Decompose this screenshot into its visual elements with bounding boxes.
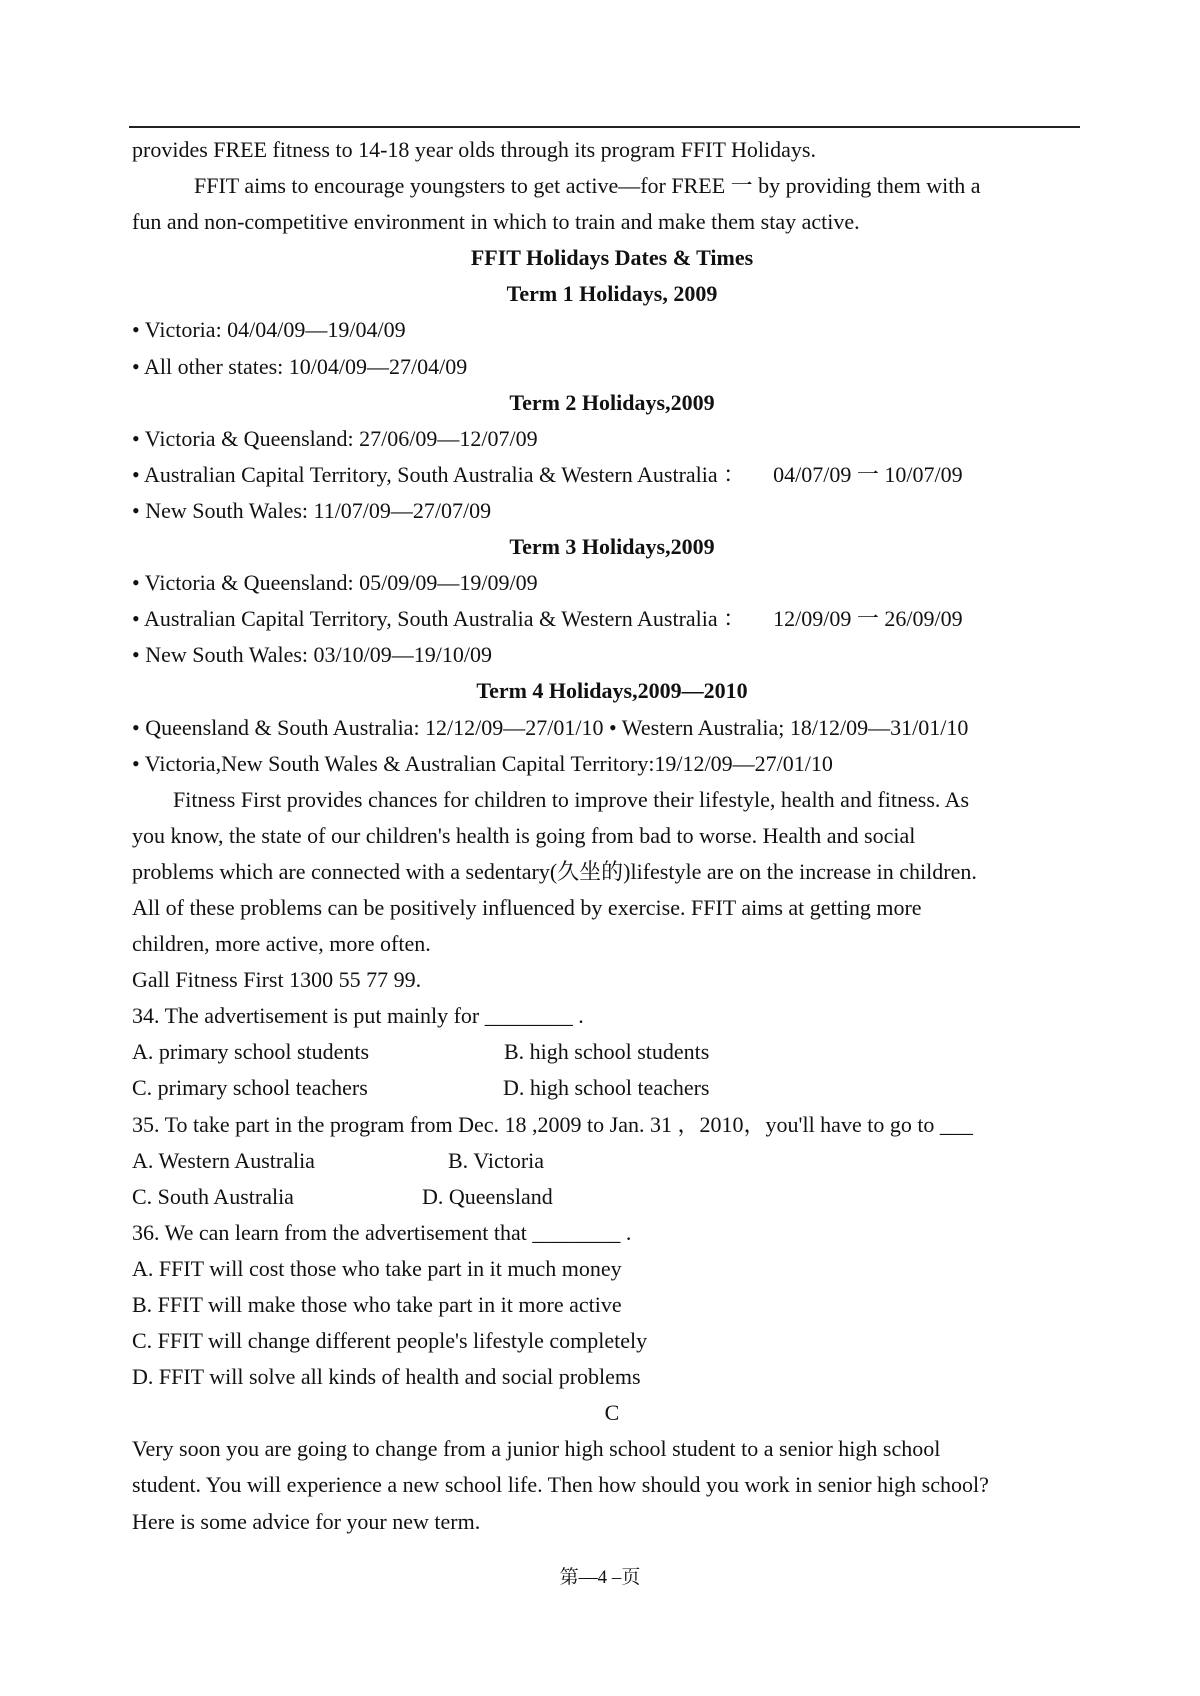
question-36-option-d: D. FFIT will solve all kinds of health and social problems — [132, 1364, 641, 1390]
term3-item-vic-qld: • Victoria & Queensland: 05/09/09—19/09/09 — [132, 570, 538, 596]
term4-heading: Term 4 Holidays,2009—2010 — [476, 678, 748, 704]
body-line-2: you know, the state of our children's health is going from bad to worse. Health and social — [132, 822, 916, 848]
contact-line: Gall Fitness First 1300 55 77 99. — [132, 967, 422, 993]
term3-item-act-sa-wa-dates: 12/09/09 一 26/09/09 — [773, 606, 963, 632]
question-34-option-c: C. primary school teachers — [132, 1075, 368, 1101]
question-35-option-a: A. Western Australia — [132, 1147, 315, 1173]
question-34-option-d: D. high school teachers — [503, 1075, 710, 1101]
body-line-5: children, more active, more often. — [132, 931, 431, 957]
question-36-option-c: C. FFIT will change different people's lifestyle completely — [132, 1328, 648, 1354]
section-c-label: C — [604, 1400, 620, 1426]
term3-item-act-sa-wa — [132, 601, 1092, 637]
question-36-option-a: A. FFIT will cost those who take part in it much money — [132, 1255, 622, 1281]
question-35-options-cd — [132, 1179, 1092, 1215]
question-34-option-b: B. high school students — [504, 1039, 710, 1065]
term2-item-act-sa-wa — [132, 457, 1092, 493]
term2-item-act-sa-wa-dates: 04/07/09 一 10/07/09 — [773, 461, 963, 487]
page-number-footer: 第—4 –页 — [559, 1567, 641, 1588]
term2-item-vic-qld: • Victoria & Queensland: 27/06/09—12/07/09 — [132, 425, 538, 451]
term4-item-vic-nsw-act: • Victoria,New South Wales & Australian Capital Territory:19/12/09—27/01/10 — [132, 750, 833, 776]
header-rule — [129, 126, 1080, 128]
term1-item-victoria: • Victoria: 04/04/09—19/04/09 — [132, 317, 406, 343]
question-35-stem: 35. To take part in the program from Dec. 18 ,2009 to Jan. 31 ，2010，you'll have to go to ___ — [132, 1111, 973, 1137]
body-line-3: problems which are connected with a sedentary(久坐的)lifestyle are on the increase in children. — [132, 858, 977, 884]
term1-item-other-states: • All other states: 10/04/09—27/04/09 — [132, 353, 468, 379]
term2-heading: Term 2 Holidays,2009 — [509, 389, 715, 415]
intro-line-2: FFIT aims to encourage youngsters to get active—for FREE 一 by providing them with a — [194, 173, 981, 199]
question-35-option-c: C. South Australia — [132, 1183, 294, 1209]
question-35-option-b: B. Victoria — [448, 1147, 545, 1173]
section-c-line-3: Here is some advice for your new term. — [132, 1508, 481, 1534]
term2-item-act-sa-wa-label: • Australian Capital Territory, South Australia & Western Australia ： — [132, 461, 746, 487]
body-line-4: All of these problems can be positively influenced by exercise. FFIT aims at getting more — [132, 894, 922, 920]
term3-item-nsw: • New South Wales: 03/10/09—19/10/09 — [132, 642, 492, 668]
term4-item-qld-sa-wa: • Queensland & South Australia: 12/12/09—27/01/10 • Western Australia; 18/12/09—31/01/10 — [132, 714, 969, 740]
term2-item-nsw: • New South Wales: 11/07/09—27/07/09 — [132, 497, 492, 523]
question-34-stem: 34. The advertisement is put mainly for ________ . — [132, 1003, 584, 1029]
question-34-options-ab — [132, 1034, 1092, 1070]
schedule-title: FFIT Holidays Dates & Times — [470, 245, 754, 271]
body-line-1: Fitness First provides chances for children to improve their lifestyle, health and fitness. As — [173, 786, 970, 812]
intro-line-3: fun and non-competitive environment in which to train and make them stay active. — [132, 209, 860, 235]
intro-line-1: provides FREE fitness to 14-18 year olds through its program FFIT Holidays. — [132, 137, 816, 162]
question-34-option-a: A. primary school students — [132, 1039, 370, 1065]
page-content — [132, 132, 1092, 1540]
section-c-line-1: Very soon you are going to change from a junior high school student to a senior high school — [132, 1436, 941, 1462]
term3-item-act-sa-wa-label: • Australian Capital Territory, South Australia & Western Australia ： — [132, 606, 746, 632]
question-35-option-d: D. Queensland — [422, 1183, 553, 1209]
section-c-line-2: student. You will experience a new school life. Then how should you work in senior high school? — [132, 1472, 989, 1498]
question-36-stem: 36. We can learn from the advertisement that ________ . — [132, 1219, 632, 1245]
question-36-option-b: B. FFIT will make those who take part in it more active — [132, 1292, 622, 1317]
term3-heading: Term 3 Holidays,2009 — [509, 534, 715, 560]
term1-heading: Term 1 Holidays, 2009 — [506, 281, 718, 307]
question-35-options-ab — [132, 1143, 1092, 1179]
question-34-options-cd — [132, 1070, 1092, 1106]
